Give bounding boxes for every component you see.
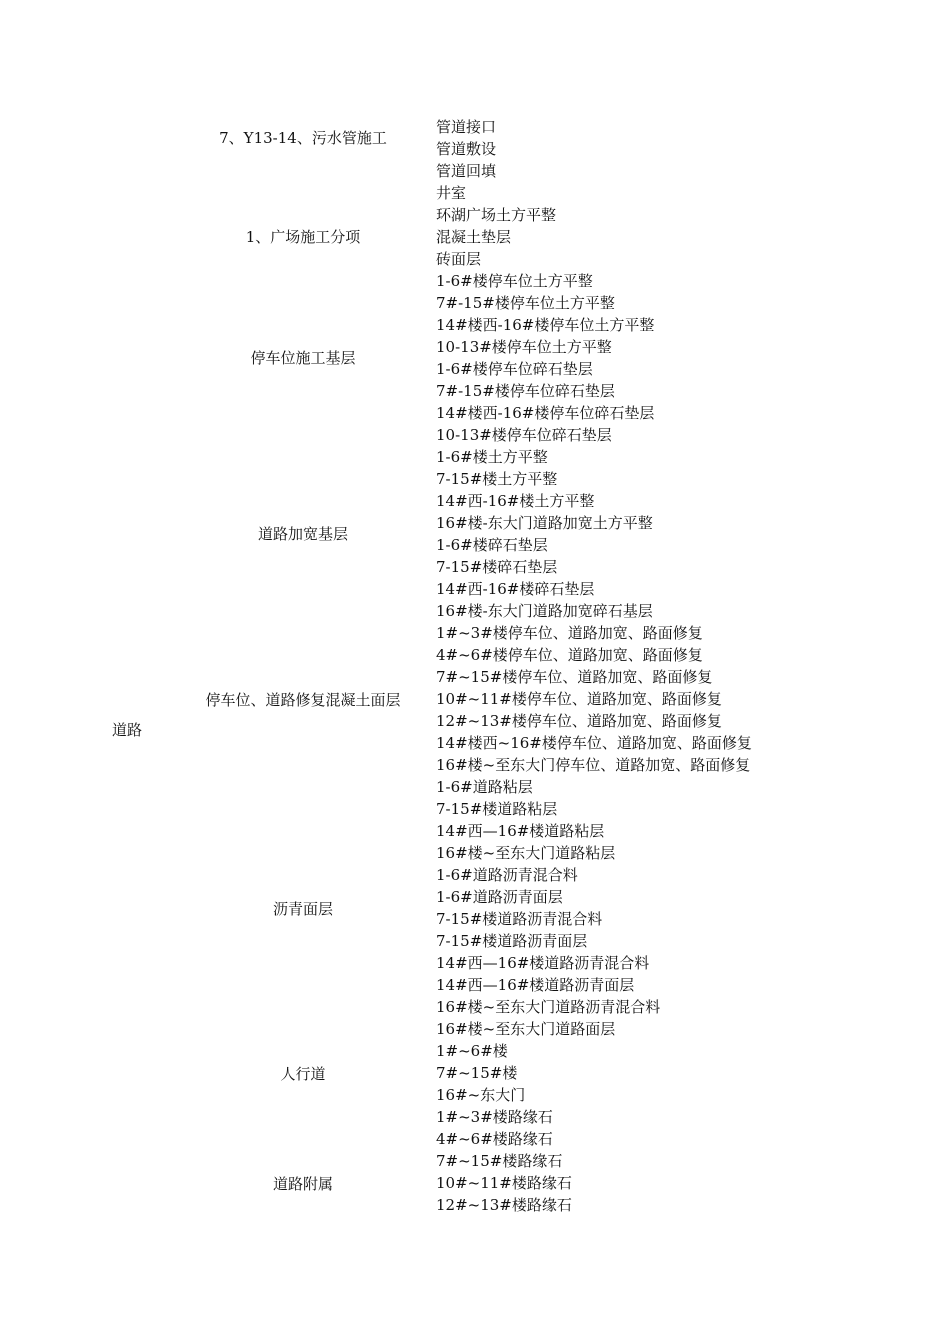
list-item: 1-6#道路沥青面层 — [436, 888, 563, 906]
list-item: 12#~13#楼路缘石 — [436, 1196, 572, 1214]
list-item: 1-6#道路粘层 — [436, 778, 533, 796]
list-item: 14#西-16#楼碎石垫层 — [436, 580, 595, 598]
list-item: 14#楼西-16#楼停车位土方平整 — [436, 316, 655, 334]
category-parking-base: 停车位施工基层 — [250, 349, 356, 367]
list-item: 10#~11#楼停车位、道路加宽、路面修复 — [436, 690, 722, 708]
list-item: 1#~3#楼停车位、道路加宽、路面修复 — [436, 624, 703, 642]
list-item: 14#西-16#楼土方平整 — [436, 492, 595, 510]
list-item: 1-6#楼停车位土方平整 — [436, 272, 593, 290]
list-item: 1-6#道路沥青混合料 — [436, 866, 578, 884]
list-item: 1-6#楼碎石垫层 — [436, 536, 548, 554]
list-item: 16#楼-东大门道路加宽碎石基层 — [436, 602, 653, 620]
list-item: 4#~6#楼路缘石 — [436, 1130, 553, 1148]
list-item: 管道接口 — [436, 118, 497, 136]
list-item: 10#~11#楼路缘石 — [436, 1174, 572, 1192]
category-plaza: 1、广场施工分项 — [245, 228, 361, 246]
list-item: 16#楼-东大门道路加宽土方平整 — [436, 514, 653, 532]
list-item: 16#~东大门 — [436, 1086, 526, 1104]
list-item: 管道回填 — [436, 162, 497, 180]
list-item: 7#-15#楼停车位土方平整 — [436, 294, 615, 312]
section-label-road: 道路 — [112, 721, 143, 739]
list-item: 10-13#楼停车位土方平整 — [436, 338, 612, 356]
list-item: 16#楼~至东大门道路粘层 — [436, 844, 616, 862]
list-item: 井室 — [436, 184, 467, 202]
list-item: 7#~15#楼停车位、道路加宽、路面修复 — [436, 668, 713, 686]
list-item: 7#~15#楼 — [436, 1064, 518, 1082]
list-item: 7#~15#楼路缘石 — [436, 1152, 563, 1170]
item-list — [436, 116, 752, 1216]
list-item: 7-15#楼土方平整 — [436, 470, 558, 488]
category-sewer-pipe: 7、Y13-14、污水管施工 — [219, 129, 387, 147]
list-item: 7-15#楼碎石垫层 — [436, 558, 558, 576]
category-road-widening-base: 道路加宽基层 — [257, 525, 348, 543]
list-item: 14#西—16#楼道路沥青面层 — [436, 976, 635, 994]
list-item: 7-15#楼道路沥青混合料 — [436, 910, 603, 928]
list-item: 14#楼西~16#楼停车位、道路加宽、路面修复 — [436, 734, 752, 752]
list-item: 混凝土垫层 — [436, 228, 512, 246]
list-item: 16#楼~至东大门道路面层 — [436, 1020, 616, 1038]
list-item: 12#~13#楼停车位、道路加宽、路面修复 — [436, 712, 722, 730]
list-item: 14#楼西-16#楼停车位碎石垫层 — [436, 404, 655, 422]
category-road-accessories: 道路附属 — [272, 1175, 333, 1193]
list-item: 1-6#楼土方平整 — [436, 448, 548, 466]
list-item: 7#-15#楼停车位碎石垫层 — [436, 382, 615, 400]
list-item: 砖面层 — [436, 250, 482, 268]
list-item: 管道敷设 — [436, 140, 497, 158]
list-item: 1-6#楼停车位碎石垫层 — [436, 360, 593, 378]
category-sidewalk: 人行道 — [280, 1065, 326, 1083]
list-item: 7-15#楼道路粘层 — [436, 800, 558, 818]
category-concrete-surface: 停车位、道路修复混凝土面层 — [205, 691, 401, 709]
list-item: 环湖广场土方平整 — [436, 206, 557, 224]
list-item: 1#~3#楼路缘石 — [436, 1108, 553, 1126]
list-item: 4#~6#楼停车位、道路加宽、路面修复 — [436, 646, 703, 664]
list-item: 14#西—16#楼道路粘层 — [436, 822, 605, 840]
category-asphalt-surface: 沥青面层 — [272, 900, 333, 918]
list-item: 1#~6#楼 — [436, 1042, 508, 1060]
list-item: 10-13#楼停车位碎石垫层 — [436, 426, 612, 444]
list-item: 7-15#楼道路沥青面层 — [436, 932, 588, 950]
list-item: 16#楼~至东大门道路沥青混合料 — [436, 998, 661, 1016]
list-item: 16#楼~至东大门停车位、道路加宽、路面修复 — [436, 756, 751, 774]
list-item: 14#西—16#楼道路沥青混合料 — [436, 954, 650, 972]
